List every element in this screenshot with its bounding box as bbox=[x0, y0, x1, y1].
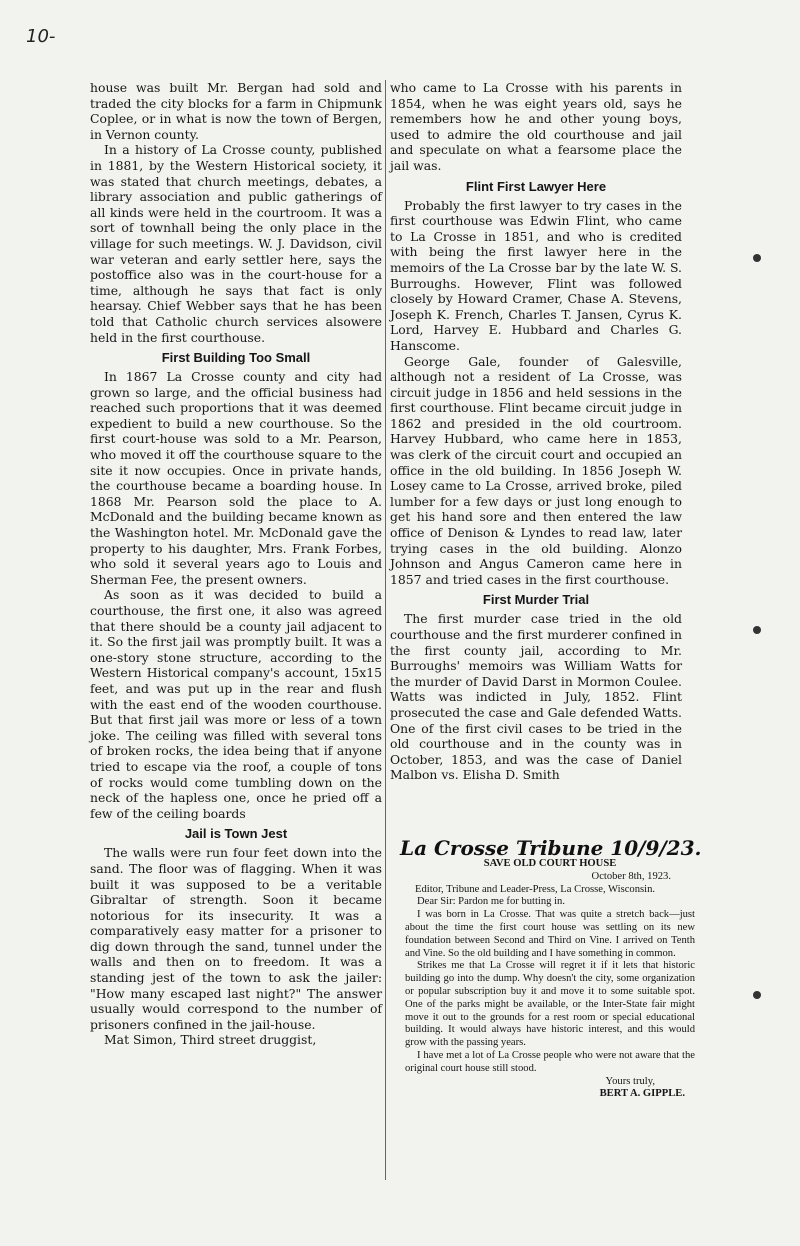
article-paragraph: In 1867 La Crosse county and city had grown so large, and the official business had reached such proportions that it was deemed expedient to build a new courthouse. So the first court-house was sold to a Mr. Pearson, who moved it off the courthouse square to the site it now occupies. Once in private hands, the courthouse became a boarding house. In 1868 Mr. Pearson sold the place to A. McDonald and the building became known as the Washington hotel. Mr. McDonald gave the property to his daughter, Mrs. Frank Forbes, who sold it several years ago to Louis and Sherman Fee, the present owners. bbox=[90, 369, 382, 587]
article-paragraph: Probably the first lawyer to try cases in the first courthouse was Edwin Flint, who came to La Crosse in 1851, and who is credited with being the first lawyer here in the memoirs of the La Crosse bar by the late W. S. Burroughs. However, Flint was followed closely by Howard Cramer, Chase A. Stevens, Joseph K. French, Charles T. Jansen, Cyrus K. Lord, Harvey E. Hubbard and Charles G. Hanscome. bbox=[390, 197, 682, 353]
handwritten-clipping-note: La Crosse Tribune 10/9/23. bbox=[400, 836, 702, 860]
article-paragraph: As soon as it was decided to build a courthouse, the first one, it also was agreed that there should be a county jail adjacent to it. So the first jail was promptly built. It was a one-story stone structure, according to the Western Historical company's account, 15x15 feet, and was put up in the rear and flush with the east end of the wooden courthouse. But that first jail was more or less of a town joke. The ceiling was filled with several tons of broken rocks, the idea being that if anyone tried to escape via the roof, a couple of tons of rocks would come tumbling down on the neck of the hapless one, once he pried off a few of the ceiling boards bbox=[90, 587, 382, 821]
binder-hole-mark bbox=[753, 254, 761, 262]
letter-paragraph: Strikes me that La Crosse will regret it if it lets that historic building go into the dump. Why doesn't the city, some organization or popular subscription buy it and move it to some suitable spot. One of the parks might be available, or the Inter-State fair might move it out to the grounds for a rest room or special educational building. It would always have historic interest, and this would grow with the passing years. bbox=[405, 960, 695, 1049]
letter-address: Editor, Tribune and Leader-Press, La Crosse, Wisconsin. bbox=[415, 883, 656, 895]
article-paragraph: The walls were run four feet down into the sand. The floor was of flagging. When it was built it was supposed to be a veritable Gibraltar of strength. Soon it became notorious for its insecurity. It was a comparatively easy matter for a prisoner to dig down through the sand, tunnel under the walls and then on to freedom. It was a standing jest of the town to ask the jailer: "How many escaped last night?" The answer usually would correspond to the number of prisoners confined in the jail-house. bbox=[90, 845, 382, 1032]
article-paragraph: who came to La Crosse with his parents in 1854, when he was eight years old, says he remembers how he and other young boys, used to admire the old courthouse and jail and speculate on what a fearsome place the jail was. bbox=[390, 80, 682, 173]
column-divider bbox=[385, 80, 386, 1180]
letter-closing: Yours truly, bbox=[605, 1075, 655, 1087]
article-paragraph: George Gale, founder of Galesville, although not a resident of La Crosse, was circuit judge in 1856 and held sessions in the first courthouse. Flint became circuit judge in 1862 and presided in the old courtroom. Harvey Hubbard, who came here in 1853, was clerk of the circuit court and occupied an office in the old building. In 1856 Joseph W. Losey came to La Crosse, arrived broke, piled lumber for a few days or just long enough to get his hand sore and then entered the law office of Denison & Lyndes to read law, later trying cases in the old building. Alonzo Johnson and Angus Cameron came here in 1857 and tried cases in the first courthouse. bbox=[390, 353, 682, 587]
article-paragraph: house was built Mr. Bergan had sold and traded the city blocks for a farm in Chipmunk Coplee, or in what is now the town of Bergen, in Vernon county. bbox=[90, 80, 382, 142]
binder-hole-mark bbox=[753, 626, 761, 634]
right-column bbox=[390, 80, 682, 783]
article-paragraph: Mat Simon, Third street druggist, bbox=[104, 1032, 317, 1048]
letter-paragraph: I have met a lot of La Crosse people who were not aware that the original court house still stood. bbox=[405, 1049, 695, 1074]
binder-hole-mark bbox=[753, 991, 761, 999]
subheading: First Murder Trial bbox=[482, 592, 590, 608]
letter-to-editor bbox=[405, 858, 695, 1101]
letter-title: SAVE OLD COURT HOUSE bbox=[483, 858, 617, 869]
letter-paragraph: I was born in La Crosse. That was quite a stretch back—just about the time the first court house was settling on its new foundation between Second and Third on Vine. I arrived on Tenth and Vine. So the old building and I have something in common. bbox=[405, 909, 695, 959]
article-paragraph: In a history of La Crosse county, published in 1881, by the Western Historical society, it was stated that church meetings, debates, a library association and public gatherings of all kinds were held in the courtroom. It was a sort of townhall being the only place in the village for such meetings. W. J. Davidson, civil war veteran and early settler here, says the postoffice also was in the court-house for a time, although he says that fact is only hearsay. Chief Webber says that he has been told that Catholic church services alsowere held in the first courthouse. bbox=[90, 142, 382, 345]
letter-date: October 8th, 1923. bbox=[591, 870, 671, 882]
page-number: 10- bbox=[26, 26, 56, 47]
letter-signature: BERT A. GIPPLE. bbox=[599, 1088, 685, 1100]
subheading: First Building Too Small bbox=[161, 350, 311, 366]
left-column bbox=[90, 80, 382, 1048]
subheading: Jail is Town Jest bbox=[184, 826, 288, 842]
article-paragraph: The first murder case tried in the old courthouse and the first murderer confined in the first county jail, according to Mr. Burroughs' memoirs was William Watts for the murder of David Darst in Mormon Coulee. Watts was indicted in July, 1852. Flint prosecuted the case and Gale defended Watts. One of the first civil cases to be tried in the old courthouse and in the county was in October, 1853, and was the case of Daniel Malbon vs. Elisha D. Smith bbox=[390, 611, 682, 783]
subheading: Flint First Lawyer Here bbox=[465, 178, 607, 194]
letter-salutation: Dear Sir: Pardon me for butting in. bbox=[417, 896, 565, 908]
